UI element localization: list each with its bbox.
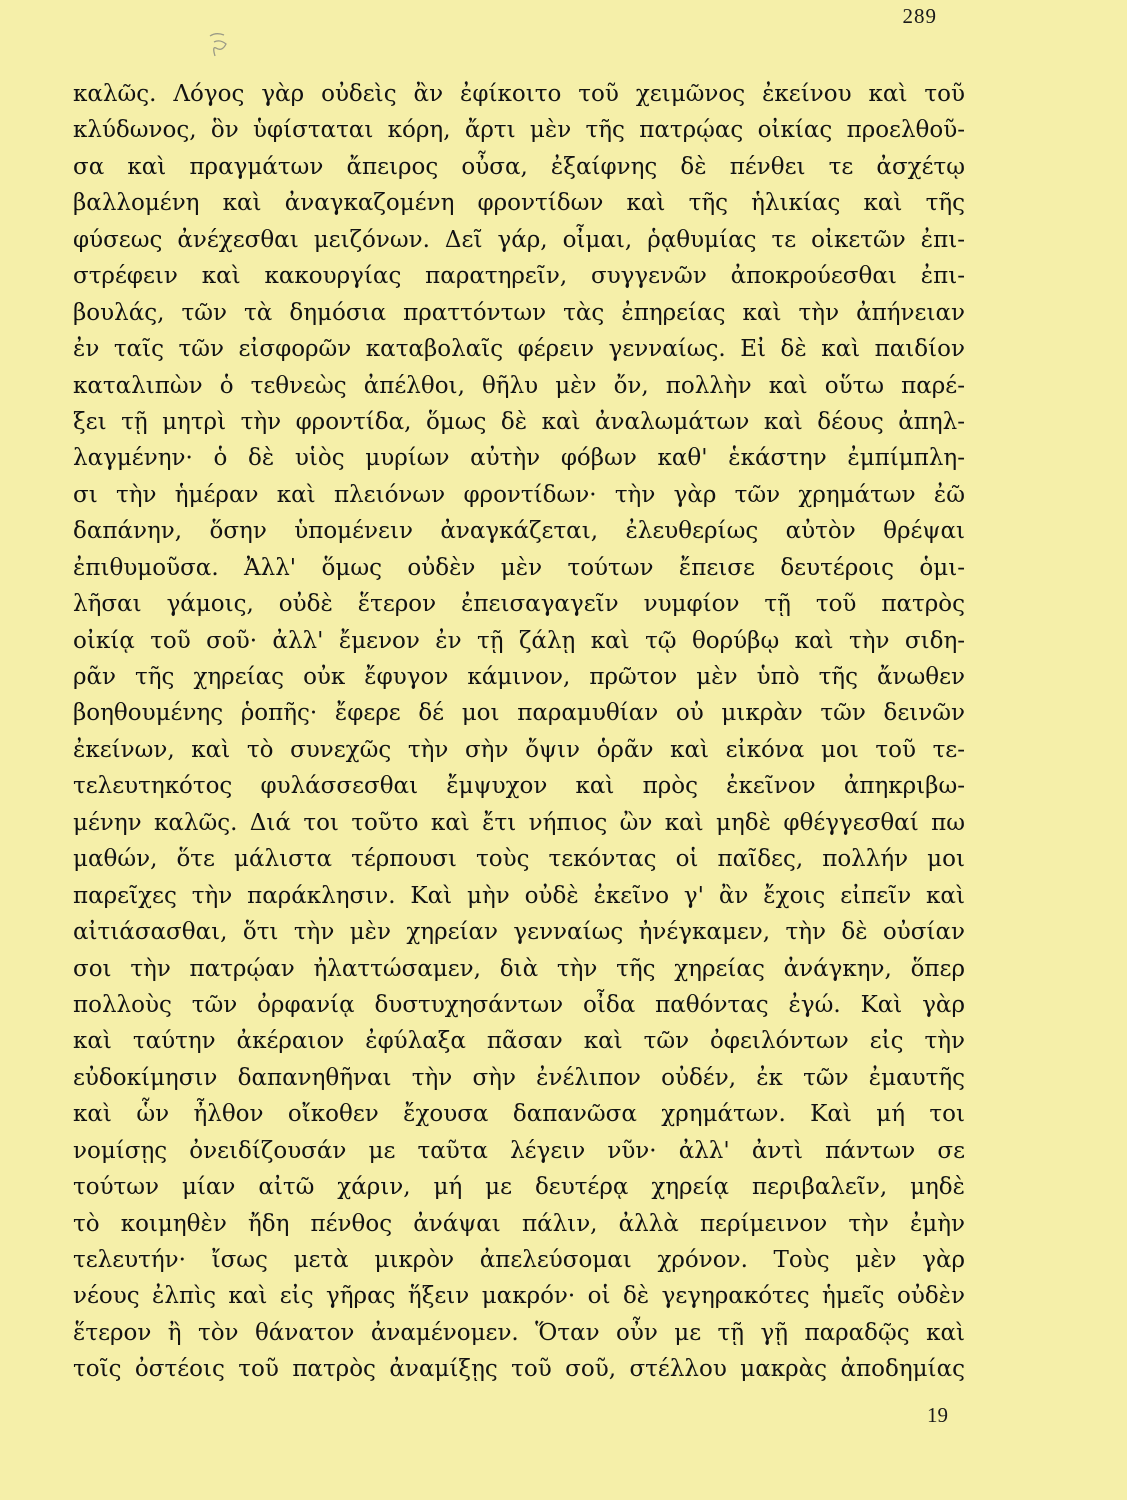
page-number: 289 — [902, 4, 937, 28]
text-line: αἰτιάσασθαι, ὅτι τὴν μὲν χηρείαν γενναίως ἠνέγκαμεν, τὴν δὲ οὐσίαν — [73, 919, 965, 946]
text-line: νέους ἐλπὶς καὶ εἰς γῆρας ἥξειν μακρόν· οἱ δὲ γεγηρακότες ἡμεῖς οὐδὲν — [73, 1283, 965, 1310]
text-line: καλῶς. Λόγος γὰρ οὐδεὶς ἂν ἐφίκοιτο τοῦ χειμῶνος ἐκείνου καὶ τοῦ — [73, 81, 965, 107]
text-line: ἐκείνων, καὶ τὸ συνεχῶς τὴν σὴν ὄψιν ὁρᾶν καὶ εἰκόνα μοι τοῦ τε- — [73, 736, 965, 763]
text-line: τελευτήν· ἴσως μετὰ μικρὸν ἀπελεύσομαι χρόνον. Τοὺς μὲν γὰρ — [73, 1247, 965, 1273]
text-line: καὶ ὧν ἦλθον οἴκοθεν ἔχουσα δαπανῶσα χρημάτων. Καὶ μή τοι — [73, 1101, 965, 1128]
text-line: καὶ ταύτην ἀκέραιον ἐφύλαξα πᾶσαν καὶ τῶν ὀφειλόντων εἰς τὴν — [73, 1028, 965, 1055]
text-line: οἰκίᾳ τοῦ σοῦ· ἀλλ' ἔμενον ἐν τῇ ζάλῃ καὶ τῷ θορύβῳ καὶ τὴν σιδη- — [73, 627, 965, 654]
text-line: βαλλομένη καὶ ἀναγκαζομένη φροντίδων καὶ τῆς ἡλικίας καὶ τῆς — [73, 190, 965, 217]
text-line: λῆσαι γάμοις, οὐδὲ ἕτερον ἐπεισαγαγεῖν νυμφίον τῇ τοῦ πατρὸς — [73, 591, 965, 618]
text-line: σι τὴν ἡμέραν καὶ πλειόνων φροντίδων· τὴν γὰρ τῶν χρημάτων ἐῶ — [73, 481, 965, 508]
ink-smudge-mark — [206, 30, 232, 64]
text-line: παρεῖχες τὴν παράκλησιν. Καὶ μὴν οὐδὲ ἐκεῖνο γ' ἂν ἔχοις εἰπεῖν καὶ — [73, 882, 965, 909]
text-line: τελευτηκότος φυλάσσεσθαι ἔμψυχον καὶ πρὸς ἐκεῖνον ἀπηκριβω- — [73, 773, 965, 800]
main-text — [73, 76, 965, 1388]
text-line: δαπάνην, ὅσην ὑπομένειν ἀναγκάζεται, ἐλευθερίως αὐτὸν θρέψαι — [73, 518, 965, 545]
text-line: φύσεως ἀνέχεσθαι μειζόνων. Δεῖ γάρ, οἶμαι, ῥᾳθυμίας τε οἰκετῶν ἐπι- — [73, 226, 965, 253]
text-line: στρέφειν καὶ κακουργίας παρατηρεῖν, συγγενῶν ἀποκρούεσθαι ἐπι- — [73, 263, 965, 290]
text-line: σα καὶ πραγμάτων ἄπειρος οὖσα, ἐξαίφνης δὲ πένθει τε ἀσχέτῳ — [73, 153, 965, 180]
text-line: εὐδοκίμησιν δαπανηθῆναι τὴν σὴν ἐνέλιπον οὐδέν, ἐκ τῶν ἐμαυτῆς — [73, 1064, 965, 1091]
text-line: ἕτερον ἢ τὸν θάνατον ἀναμένομεν. Ὅταν οὖν με τῇ γῇ παραδῷς καὶ — [73, 1319, 965, 1346]
text-line: ξει τῇ μητρὶ τὴν φροντίδα, ὅμως δὲ καὶ ἀναλωμάτων καὶ δέους ἀπηλ- — [73, 408, 965, 435]
text-line: τούτων μίαν αἰτῶ χάριν, μή με δευτέρᾳ χηρείᾳ περιβαλεῖν, μηδὲ — [73, 1174, 965, 1201]
text-line: καταλιπὼν ὁ τεθνεὼς ἀπέλθοι, θῆλυ μὲν ὄν, πολλὴν καὶ οὕτω παρέ- — [73, 372, 965, 399]
text-line: λαγμένην· ὁ δὲ υἱὸς μυρίων αὐτὴν φόβων καθ' ἑκάστην ἐμπίμπλη- — [73, 445, 965, 472]
text-line: σοι τὴν πατρῴαν ἠλαττώσαμεν, διὰ τὴν τῆς χηρείας ἀνάγκην, ὅπερ — [73, 955, 965, 982]
text-line: βουλάς, τῶν τὰ δημόσια πραττόντων τὰς ἐπηρείας καὶ τὴν ἀπήνειαν — [73, 299, 965, 326]
text-line: ἐπιθυμοῦσα. Ἀλλ' ὅμως οὐδὲν μὲν τούτων ἔπεισε δευτέροις ὁμι- — [73, 554, 965, 581]
text-line: πολλοὺς τῶν ὀρφανίᾳ δυστυχησάντων οἶδα παθόντας ἐγώ. Καὶ γὰρ — [73, 991, 965, 1018]
text-line: μένην καλῶς. Διά τοι τοῦτο καὶ ἔτι νήπιος ὢν καὶ μηδὲ φθέγγεσθαί πω — [73, 809, 965, 836]
text-line: ἐν ταῖς τῶν εἰσφορῶν καταβολαῖς φέρειν γενναίως. Εἰ δὲ καὶ παιδίον — [73, 336, 965, 363]
text-line: τὸ κοιμηθὲν ἤδη πένθος ἀνάψαι πάλιν, ἀλλὰ περίμεινον τὴν ἐμὴν — [73, 1210, 965, 1237]
text-line: βοηθουμένης ῥοπῆς· ἔφερε δέ μοι παραμυθίαν οὐ μικρὰν τῶν δεινῶν — [73, 700, 965, 727]
text-line: τοῖς ὀστέοις τοῦ πατρὸς ἀναμίξῃς τοῦ σοῦ, στέλλου μακρὰς ἀποδημίας — [73, 1356, 965, 1383]
signature-number: 19 — [927, 1403, 948, 1427]
text-line: ρᾶν τῆς χηρείας οὐκ ἔφυγον κάμινον, πρῶτον μὲν ὑπὸ τῆς ἄνωθεν — [73, 664, 965, 690]
text-line: νομίσῃς ὀνειδίζουσάν με ταῦτα λέγειν νῦν· ἀλλ' ἀντὶ πάντων σε — [73, 1137, 965, 1164]
text-line: κλύδωνος, ὃν ὑφίσταται κόρη, ἄρτι μὲν τῆς πατρῴας οἰκίας προελθοῦ- — [73, 117, 965, 144]
text-line: μαθών, ὅτε μάλιστα τέρπουσι τοὺς τεκόντας οἱ παῖδες, πολλήν μοι — [73, 846, 965, 873]
